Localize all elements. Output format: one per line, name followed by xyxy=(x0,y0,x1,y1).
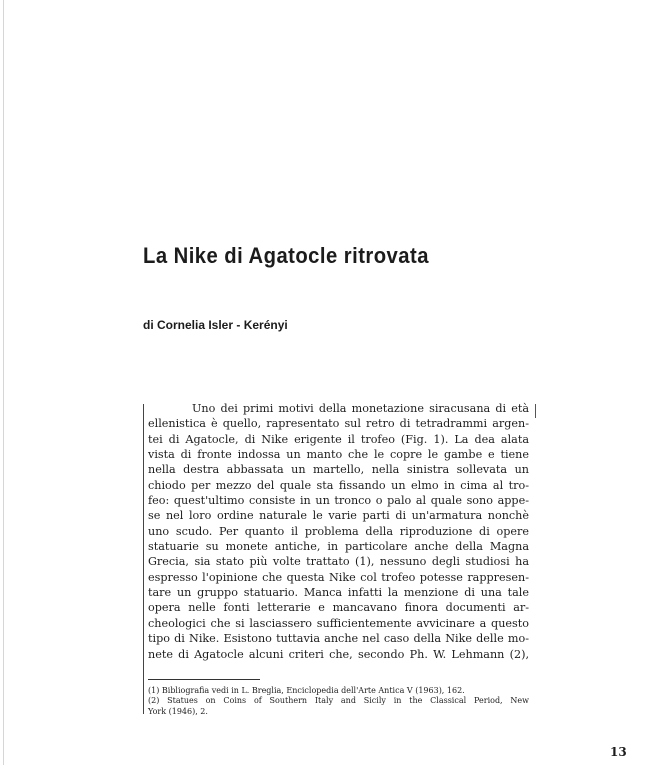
margin-bar-right xyxy=(535,404,536,418)
body-line: se nel loro ordine naturale le varie parti di un'armatura nonchè xyxy=(148,509,529,523)
body-line: espresso l'opinione che questa Nike col trofeo potesse rappresen- xyxy=(148,570,529,584)
body-line: chiodo per mezzo del quale sta fissando un elmo in cima al tro- xyxy=(148,478,529,492)
article-author: di Cornelia Isler - Kerényi xyxy=(143,318,288,332)
body-line: vista di fronte indossa un manto che le copre le gambe e tiene xyxy=(148,448,529,462)
footnote-2-continued: York (1946), 2. xyxy=(148,706,208,716)
footnotes xyxy=(148,686,529,717)
body-paragraph xyxy=(148,401,529,662)
body-line: tare un gruppo statuario. Manca infatti la menzione di una tale xyxy=(148,586,529,600)
body-line: tei di Agatocle, di Nike erigente il trofeo (Fig. 1). La dea alata xyxy=(148,432,529,446)
body-line: nella destra abbassata un martello, nella sinistra sollevata un xyxy=(148,463,529,477)
body-line: opera nelle fonti letterarie e mancavano finora documenti ar- xyxy=(148,601,529,615)
body-line: nete di Agatocle alcuni criteri che, secondo Ph. W. Lehmann (2), xyxy=(148,647,529,661)
body-line: statuarie su monete antiche, in particolare anche della Magna xyxy=(148,540,529,554)
body-line: ellenistica è quello, rapresentato sul retro di tetradrammi argen- xyxy=(148,417,529,431)
footnote-2: (2) Statues on Coins of Southern Italy and Sicily in the Classical Period, New xyxy=(148,696,529,706)
article-title: La Nike di Agatocle ritrovata xyxy=(143,243,429,268)
margin-bar-left xyxy=(143,404,144,714)
page-edge-line xyxy=(3,0,4,765)
footnote-1: (1) Bibliografia vedi in L. Breglia, Enciclopedia dell'Arte Antica V (1963), 162. xyxy=(148,686,465,695)
body-line: uno scudo. Per quanto il problema della riproduzione di opere xyxy=(148,524,529,538)
body-line: feo: quest'ultimo consiste in un tronco o palo al quale sono appe- xyxy=(148,494,529,508)
body-line: tipo di Nike. Esistono tuttavia anche nel caso della Nike delle mo- xyxy=(148,632,529,646)
page-number: 13 xyxy=(610,745,627,759)
body-line: Uno dei primi motivi della monetazione siracusana di età xyxy=(192,402,529,415)
footnote-rule xyxy=(148,679,260,680)
body-line: Grecia, sia stato più volte trattato (1), nessuno degli studiosi ha xyxy=(148,555,529,569)
body-line: cheologici che si lasciassero sufficientemente avvicinare a questo xyxy=(148,616,529,630)
